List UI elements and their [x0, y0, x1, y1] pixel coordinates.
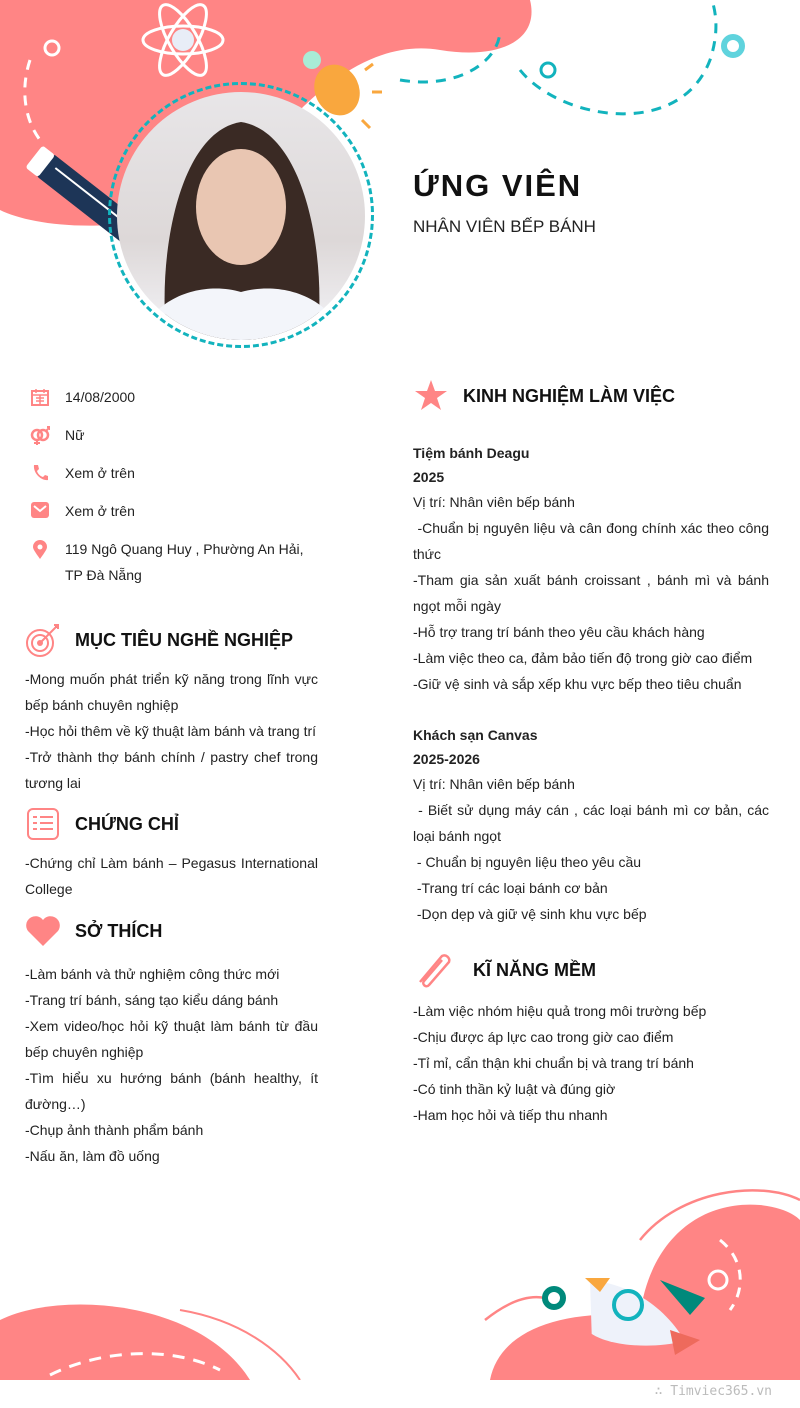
list-item: -Xem video/học hỏi kỹ thuật làm bánh từ đầu bếp chuyên nghiệp — [25, 1018, 322, 1060]
info-birthday — [30, 384, 320, 410]
address-value: 119 Ngô Quang Huy , Phường An Hải, TP Đà Nẵng — [65, 541, 304, 583]
bottom-decoration — [0, 1180, 800, 1380]
job-detail: -Giữ vệ sinh và sắp xếp khu vực bếp theo tiêu chuẩn — [413, 676, 742, 692]
info-phone — [30, 460, 320, 486]
hobbies-title: SỞ THÍCH — [75, 920, 163, 941]
soft-skills-title: KĨ NĂNG MỀM — [473, 959, 596, 980]
list-item: -Trở thành thợ bánh chính / pastry chef trong tương lai — [25, 749, 322, 791]
list-item: -Trang trí bánh, sáng tạo kiểu dáng bánh — [25, 992, 279, 1008]
email-value: Xem ở trên — [65, 503, 135, 519]
job-detail: -Tham gia sản xuất bánh croissant , bánh mì và bánh ngọt mỗi ngày — [413, 572, 773, 614]
checklist-icon — [25, 806, 61, 842]
paperclip-icon — [413, 952, 459, 988]
gender-value: Nữ — [65, 427, 85, 443]
job-detail: Vị trí: Nhân viên bếp bánh — [413, 494, 575, 510]
list-item: -Làm việc nhóm hiệu quả trong môi trường bếp — [413, 1003, 707, 1019]
job-list — [413, 441, 773, 927]
list-item: -Chịu được áp lực cao trong giờ cao điểm — [413, 1029, 674, 1045]
job-company: Khách sạn Canvas — [413, 727, 538, 743]
job-detail: -Làm việc theo ca, đảm bảo tiến độ trong giờ cao điểm — [413, 650, 753, 666]
job-company: Tiệm bánh Deagu — [413, 445, 530, 461]
experience-heading — [413, 378, 769, 414]
heart-icon — [25, 913, 61, 949]
job-detail: -Dọn dẹp và giữ vệ sinh khu vực bếp — [413, 906, 647, 922]
certificates-section — [25, 806, 322, 902]
experience-section — [413, 378, 773, 927]
experience-title: KINH NGHIỆM LÀM VIỆC — [463, 385, 676, 406]
soft-skills-section — [413, 952, 769, 1128]
certificates-list — [25, 850, 322, 902]
watermark: ∴ Timviec365.vn — [654, 1384, 772, 1399]
hobbies-list — [25, 961, 322, 1169]
job-detail: -Trang trí các loại bánh cơ bản — [413, 880, 608, 896]
list-item: -Mong muốn phát triển kỹ năng trong lĩnh vực bếp bánh chuyên nghiệp — [25, 671, 322, 713]
job-detail: - Chuẩn bị nguyên liệu theo yêu cầu — [413, 854, 642, 870]
candidate-name: ỨNG VIÊN — [413, 168, 583, 203]
info-address — [30, 536, 320, 588]
soft-skills-list — [413, 998, 769, 1128]
star-icon — [413, 378, 449, 414]
list-item: -Học hỏi thêm về kỹ thuật làm bánh và trang trí — [25, 723, 317, 739]
list-item: -Tỉ mỉ, cẩn thận khi chuẩn bị và trang trí bánh — [413, 1055, 694, 1071]
job-entry — [413, 723, 773, 927]
job-detail: -Chuẩn bị nguyên liệu và cân đong chính xác theo công thức — [413, 520, 773, 562]
calendar-icon — [30, 384, 50, 410]
list-item: -Tìm hiểu xu hướng bánh (bánh healthy, ít đường…) — [25, 1070, 322, 1112]
hobbies-heading — [25, 913, 318, 949]
soft-skills-heading — [413, 952, 769, 988]
objective-heading — [25, 622, 318, 658]
hobbies-section — [25, 913, 322, 1169]
list-item: -Có tinh thần kỷ luật và đúng giờ — [413, 1081, 616, 1097]
job-period: 2025 — [413, 469, 445, 485]
job-entry — [413, 441, 773, 697]
job-period: 2025-2026 — [413, 751, 480, 767]
objective-section — [25, 622, 322, 796]
photo-dashed-ring — [108, 82, 374, 348]
job-detail: - Biết sử dụng máy cán , các loại bánh mì cơ bản, các loại bánh ngọt — [413, 802, 773, 844]
certificates-heading — [25, 806, 318, 842]
candidate-position: NHÂN VIÊN BẾP BÁNH — [413, 217, 596, 236]
list-item: -Chứng chỉ Làm bánh – Pegasus International College — [25, 855, 322, 897]
email-icon — [30, 498, 50, 524]
certificates-title: CHỨNG CHỈ — [75, 813, 179, 834]
list-item: -Làm bánh và thử nghiệm công thức mới — [25, 966, 280, 982]
birthday-value: 14/08/2000 — [65, 389, 136, 405]
info-gender — [30, 422, 320, 448]
phone-icon — [30, 460, 50, 486]
list-item: -Chụp ảnh thành phẩm bánh — [25, 1122, 204, 1138]
phone-value: Xem ở trên — [65, 465, 135, 481]
gender-icon — [30, 422, 50, 448]
list-item: -Nấu ăn, làm đồ uống — [25, 1148, 160, 1164]
job-detail: Vị trí: Nhân viên bếp bánh — [413, 776, 575, 792]
job-detail: -Hỗ trợ trang trí bánh theo yêu cầu khách hàng — [413, 624, 705, 640]
target-icon — [25, 622, 61, 658]
location-icon — [30, 536, 50, 588]
objective-title: MỤC TIÊU NGHỀ NGHIỆP — [75, 629, 294, 650]
objective-list — [25, 666, 322, 796]
list-item: -Ham học hỏi và tiếp thu nhanh — [413, 1107, 608, 1123]
info-email — [30, 498, 320, 524]
